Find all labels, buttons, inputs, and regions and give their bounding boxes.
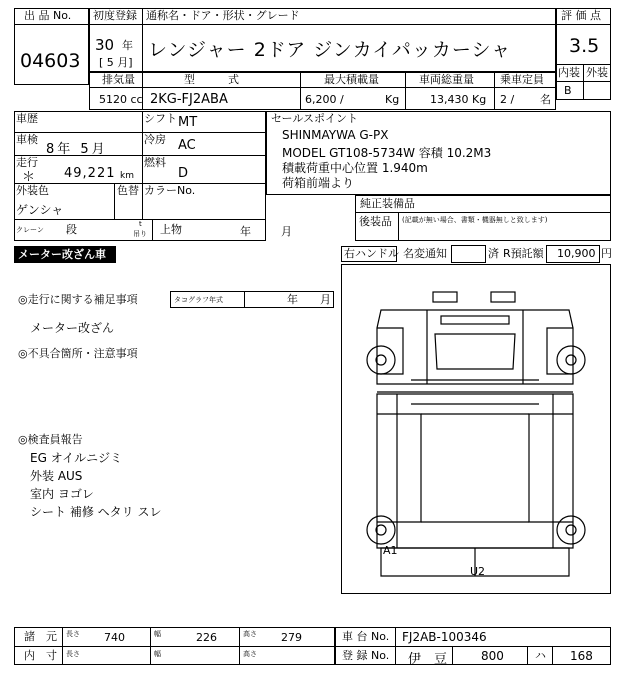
max-load-unit: Kg (385, 93, 400, 106)
capacity-unit: 名 (540, 93, 551, 106)
ac-value: AC (178, 138, 196, 153)
color-code-label: カラーNo. (144, 184, 196, 197)
inspector-line-4: シート 補修 ヘタリ スレ (30, 505, 162, 519)
sales-point-line-3: 積載荷重中心位置 1.940m (282, 161, 428, 175)
running-note: メーター改ざん (30, 321, 115, 335)
gross-weight-value: 13,430 Kg (430, 93, 487, 106)
rear-left-wheel (367, 516, 395, 544)
tax-paid-label: 済 (488, 247, 499, 260)
displacement-value: 5120 cc (99, 93, 143, 106)
history-label: 車歴 (16, 112, 38, 125)
height-label: 高さ (243, 630, 257, 638)
cab-outline (377, 310, 573, 384)
front-right-wheel (557, 346, 585, 374)
mileage-unit: km (120, 171, 134, 181)
registration-kana: ハ (535, 649, 546, 662)
inspector-report-label: ◎検査員報告 (18, 433, 83, 446)
type-label: 型 式 (184, 73, 239, 86)
body-year: 年 (240, 225, 251, 238)
crane-label: クレーン (16, 226, 44, 234)
grade-label: 評 価 点 (561, 9, 601, 22)
shift-label: シフト (144, 112, 177, 125)
first-reg-year-unit: 年 (122, 39, 133, 52)
shift-value: MT (178, 115, 198, 130)
interior-grade-label: 内装 (558, 66, 580, 79)
first-reg-year: 30 (95, 36, 115, 54)
truck-diagram (341, 264, 611, 594)
rear-right-wheel (557, 516, 585, 544)
registration-class: 800 (481, 649, 504, 663)
running-notes-label: ◎走行に関する補足事項 (18, 293, 138, 306)
crane-ton: t (139, 220, 142, 228)
sales-points-label: セールスポイント (271, 112, 359, 125)
lot-number: 04603 (20, 50, 81, 72)
first-reg-month: [ 5 月] (99, 56, 133, 69)
length-value: 740 (104, 631, 125, 644)
left-door (377, 328, 403, 374)
inspection-value: 8年 5月 (46, 142, 108, 157)
interior-length-label: 長さ (66, 650, 80, 658)
right-hand-drive: 右ハンドル (344, 247, 399, 260)
exterior-color-value: ゲンシャ (16, 203, 64, 217)
inspection-label: 車検 (16, 133, 38, 146)
capacity-value: 2 / (500, 93, 515, 106)
body-label: 上物 (160, 223, 182, 236)
interior-dims-label: 内 寸 (24, 649, 57, 662)
inspector-line-3: 室内 ヨゴレ (30, 487, 94, 501)
name-change-box (451, 245, 486, 263)
retrofit-label: 後装品 (359, 215, 392, 228)
color-change-label: 色替 (117, 184, 139, 197)
damage-mark-u2: U2 (470, 565, 486, 578)
registration-area: 伊 豆 (408, 652, 448, 667)
first-reg-label: 初度登録 (93, 9, 137, 22)
registration-number: 168 (570, 649, 593, 663)
name-change-label: 名変通知 (403, 247, 447, 260)
exterior-color-label: 外装色 (16, 184, 49, 197)
exterior-grade-label: 外装 (586, 66, 608, 79)
tacho-year: 年 (287, 293, 298, 306)
mileage-prefix: ＊ (22, 170, 36, 185)
roof-panel (441, 316, 509, 324)
genuine-equipment-label: 純正装備品 (360, 197, 415, 210)
front-left-wheel (367, 346, 395, 374)
dims-label: 諸 元 (24, 630, 57, 643)
damage-mark-a1: A1 (383, 544, 398, 557)
interior-width-label: 幅 (154, 650, 161, 658)
lot-label: 出 品 No. (24, 9, 72, 22)
body-box (377, 394, 573, 548)
width-label: 幅 (154, 630, 161, 638)
height-value: 279 (281, 631, 302, 644)
mileage-value: 49,221 (64, 166, 116, 181)
defects-label: ◎不具合箇所・注意事項 (18, 347, 138, 360)
recycle-amount: 10,900 (557, 247, 596, 260)
meter-tamper-text: メーター改ざん車 (18, 248, 106, 261)
model-type: 2KG-FJ2ABA (150, 92, 228, 107)
windshield (435, 334, 515, 369)
inspector-line-2: 外装 AUS (30, 469, 83, 483)
fuel-label: 燃料 (144, 156, 166, 169)
crane-steps: 段 (66, 223, 77, 236)
width-value: 226 (196, 631, 217, 644)
crane-lift: 吊り (133, 230, 147, 238)
length-label: 長さ (66, 630, 80, 638)
tacho-label: タコグラフ年式 (174, 296, 223, 304)
interior-height-label: 高さ (243, 650, 257, 658)
retrofit-note: (記載が無い場合、書類・機器無しと致します) (402, 216, 548, 224)
gross-weight-label: 車両総重量 (419, 73, 474, 86)
yen-label: 円 (601, 247, 612, 260)
max-load-value: 6,200 / (305, 93, 344, 106)
sales-point-line-2: MODEL GT108-5734W 容積 10.2M3 (282, 146, 492, 160)
ac-label: 冷房 (144, 133, 166, 146)
left-mirror (433, 292, 457, 302)
chassis-number: FJ2AB-100346 (402, 630, 487, 644)
tacho-month: 月 (320, 293, 331, 306)
mileage-label: 走行 (16, 156, 38, 169)
interior-grade: B (564, 84, 572, 97)
max-load-label: 最大積載量 (324, 73, 379, 86)
capacity-label: 乗車定員 (500, 73, 544, 86)
displacement-label: 排気量 (102, 73, 135, 86)
chassis-label: 車 台 No. (342, 630, 390, 643)
right-mirror (491, 292, 515, 302)
sales-point-line-4: 荷箱前端より (282, 176, 355, 190)
model-label: 通称名・ドア・形状・グレード (146, 9, 300, 22)
registration-label: 登 録 No. (342, 649, 390, 662)
sales-point-line-1: SHINMAYWA G-PX (282, 128, 389, 142)
inspector-line-1: EG オイルニジミ (30, 451, 123, 465)
body-month: 月 (281, 225, 292, 238)
recycle-label: R預託額 (503, 247, 544, 260)
overall-score: 3.5 (569, 35, 600, 57)
fuel-value: D (178, 166, 189, 181)
model-name: レンジャー 2ドア ジンカイパッカーシャ (148, 39, 512, 61)
